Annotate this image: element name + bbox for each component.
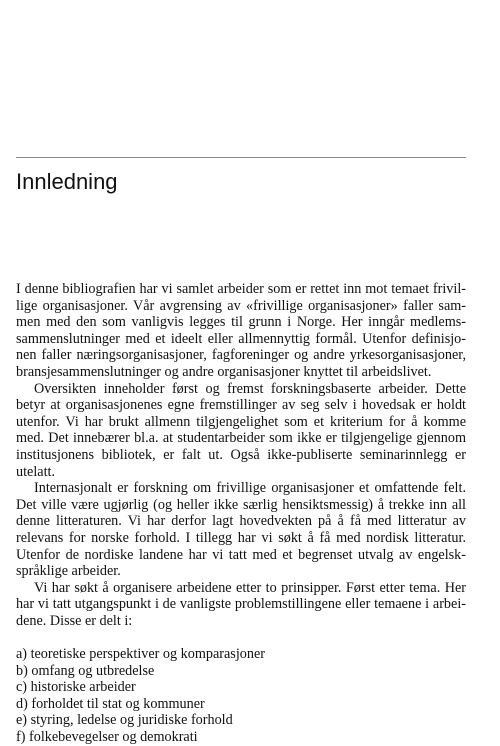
text-line: Utenfor de nordiske landene har vi tatt med et begrenset utvalg av engelsk- [16,546,466,563]
chapter-heading: Innledning [16,169,118,194]
list-item: c) historiske arbeider [16,679,136,696]
text-line: Oversikten inneholder først og fremst forskningsbaserte arbeider. Dette [34,380,466,397]
text-line: språklige arbeider. [16,563,121,580]
text-line: men med den som vanligvis legges til grunn i Norge. Her inngår medlems- [16,314,466,331]
paragraph [16,480,466,580]
list-item: b) omfang og utbredelse [16,662,155,679]
text-line: dene. Disse er delt i: [16,612,133,629]
list-item: e) styring, ledelse og juridiske forhold [16,712,233,729]
text-line: Vi har søkt å organisere arbeidene etter to prinsipper. Først etter tema. Her [34,579,466,596]
text-line: I denne bibliografien har vi samlet arbeider som er rettet inn mot temaet frivil- [16,281,466,297]
text-line: Internasjonalt er forskning om frivillige organisasjoner et omfattende felt. [34,480,466,497]
text-line: relevans for norske forhold. I tillegg har vi søkt å få med nordisk litteratur. [16,529,466,546]
text-line: bransjesammenslutninger og andre organisasjoner knyttet til arbeidslivet. [16,363,432,380]
list-item: f) folkebevegelser og demokrati [16,729,198,746]
text-line: denne litteraturen. Vi har derfor lagt hovedvekten på å få med litteratur av [16,513,466,530]
text-line: utelatt. [16,463,56,480]
paragraph-gap [16,629,466,646]
topic-list [16,646,466,746]
text-line: med. Det innebærer bl.a. at studentarbeider som ikke er tilgjengelige gjennom [16,430,466,447]
text-line: institusjonens bibliotek, er falt ut. Også ikke-publiserte seminarinnlegg er [16,446,466,463]
text-line: utenfor. Vi har brukt allmenn tilgjengelighet som et kriterium for å komme [16,413,466,430]
header-rule [16,157,466,158]
text-line: sammenslutninger med et ideelt eller allmennyttig formål. Utenfor definisjo- [16,330,466,347]
list-item: d) forholdet til stat og kommuner [16,695,205,712]
text-line: betyr at organisasjonenes egne fremstillinger av seg selv i hovedsak er holdt [16,397,466,414]
text-line: har vi tatt utgangspunkt i de vanligste problemstillingene eller temaene i arbei- [16,596,466,613]
paragraph [16,580,466,630]
text-line: Det ville være ugjørlig (og heller ikke særlig hensiktsmessig) å trekke inn all [16,496,466,513]
paragraph [16,381,466,481]
body-text [16,281,466,746]
list-item: a) teoretiske perspektiver og komparasjoner [16,646,265,663]
text-line: lige organisasjoner. Vår avgrensing av «frivillige organisasjoner» faller sam- [16,297,466,314]
text-line: nen faller næringsorganisasjoner, fagforeninger og andre yrkesorganisasjoner, [16,347,466,364]
paragraph [16,281,466,381]
